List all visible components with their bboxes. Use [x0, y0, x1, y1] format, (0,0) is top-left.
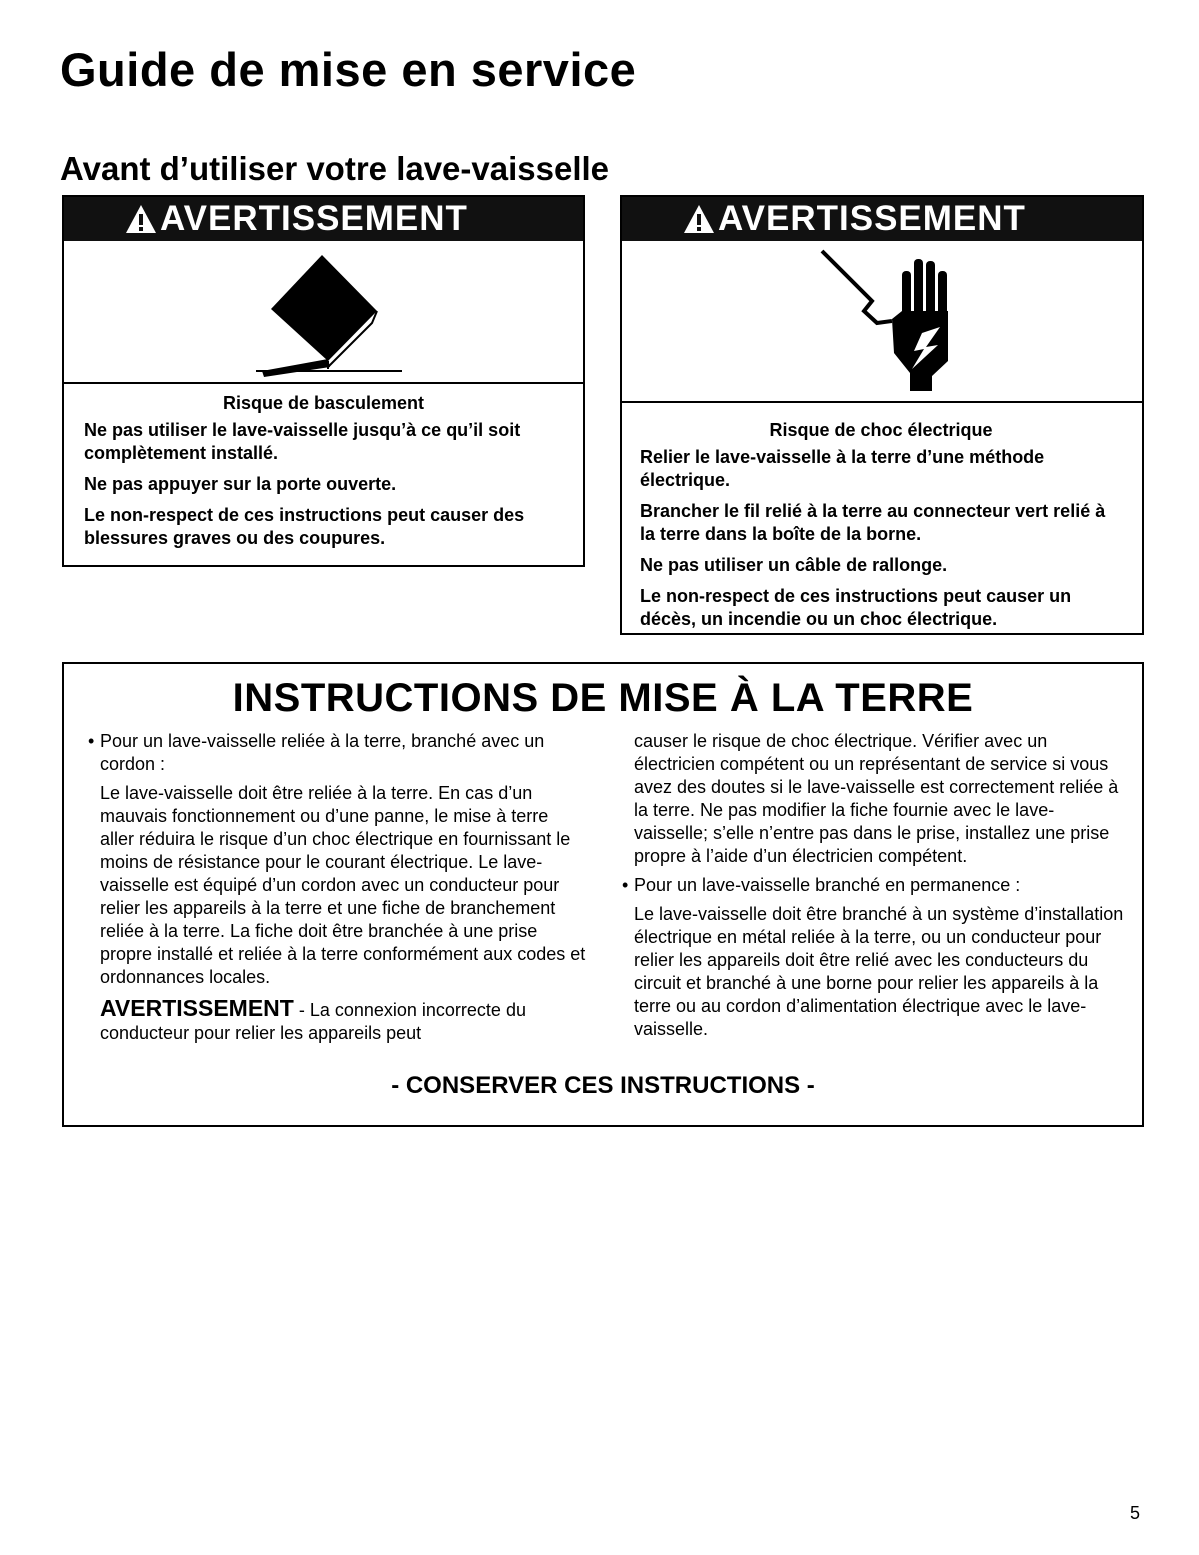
warning-label: AVERTISSEMENT	[100, 995, 294, 1021]
tip-over-hazard-icon	[64, 241, 583, 382]
bullet-item: • Pour un lave-vaisselle reliée à la terre, branché avec un cordon :	[88, 731, 545, 774]
alert-triangle-icon	[682, 203, 716, 235]
warning-paragraph: AVERTISSEMENT - La connexion incorrecte du conducteur pour relier les appareils peut	[100, 995, 526, 1043]
conserve-instructions-footer: - CONSERVER CES INSTRUCTIONS -	[391, 1072, 815, 1099]
warning-header	[64, 197, 583, 241]
grounding-left-column	[86, 730, 586, 1051]
grounding-title: INSTRUCTIONS DE MISE À LA TERRE	[232, 676, 974, 720]
page-title: Guide de mise en service	[60, 43, 637, 96]
warning-header-label: AVERTISSEMENT	[718, 199, 1026, 238]
bullet-item: • Pour un lave-vaisselle branché en permanence :	[622, 875, 1021, 895]
warning-subtitle: Risque de choc électrique	[769, 420, 993, 440]
paragraph: Le lave-vaisselle doit être branché à un système d’installation électrique en métal reliée à la terre, ou un conducteur pour relier les appareils doit être relié avec les conducteurs du circuit et branché à une borne pour relier les appareils à la terre ou au cordon d’alimentation électrique avec le lave-vaisselle.	[634, 904, 1124, 1039]
warning-header-label: AVERTISSEMENT	[160, 199, 468, 238]
grounding-instructions-box	[62, 662, 1144, 1127]
bullet-icon: •	[88, 731, 95, 751]
paragraph: causer le risque de choc électrique. Vérifier avec un électricien compétent ou un représentant de service si vous avez des doutes si le lave-vaisselle est correctement reliée à la terre. Ne pas modifier la fiche fournie avec le lave-vaisselle; s’elle n’entre pas dans le prise, installez une prise propre à l’aide d’un électricien compétent.	[634, 731, 1119, 866]
warning-line: Ne pas utiliser le lave-vaisselle jusqu’à ce qu’il soit complètement installé.	[84, 420, 521, 463]
alert-triangle-icon	[124, 203, 158, 235]
bullet-icon: •	[622, 875, 629, 895]
warning-line: Ne pas utiliser un câble de rallonge.	[640, 555, 948, 575]
tip-over-illustration	[64, 241, 583, 384]
warning-text-electric-shock	[622, 403, 1142, 631]
section-title: Avant d’utiliser votre lave-vaisselle	[60, 150, 610, 187]
warning-header	[622, 197, 1142, 241]
warning-line: Brancher le fil relié à la terre au connecteur vert relié à la terre dans la boîte de la borne.	[640, 501, 1106, 544]
page-number: 5	[1130, 1503, 1141, 1523]
electric-shock-illustration	[622, 241, 1142, 403]
warning-line: Relier le lave-vaisselle à la terre d’une méthode électrique.	[640, 447, 1045, 490]
warning-line: Ne pas appuyer sur la porte ouverte.	[84, 474, 397, 494]
grounding-right-column	[620, 730, 1125, 1047]
warning-line: Le non-respect de ces instructions peut causer un décès, un incendie ou un choc électrique.	[640, 586, 1072, 629]
warning-box-electric-shock	[620, 195, 1144, 635]
warning-subtitle: Risque de basculement	[222, 393, 425, 413]
electric-shock-hand-icon	[622, 241, 1142, 401]
warning-text-tip-over	[64, 384, 583, 550]
paragraph: Le lave-vaisselle doit être reliée à la terre. En cas d’un mauvais fonctionnement ou d’une panne, le mise à terre aller réduira le risque d’un choc électrique en fournissant le moins de résistance pour le courant électrique. Le lave-vaisselle est équipé d’un cordon avec un conducteur pour relier les appareils à la terre et une fiche de branchement reliée à la terre. La fiche doit être branchée à une prise propre installé et reliée à la terre conformément aux codes et ordonnances locales.	[100, 783, 586, 987]
warning-line: Le non-respect de ces instructions peut causer des blessures graves ou des coupures.	[84, 505, 525, 548]
warning-box-tip-over	[62, 195, 585, 567]
